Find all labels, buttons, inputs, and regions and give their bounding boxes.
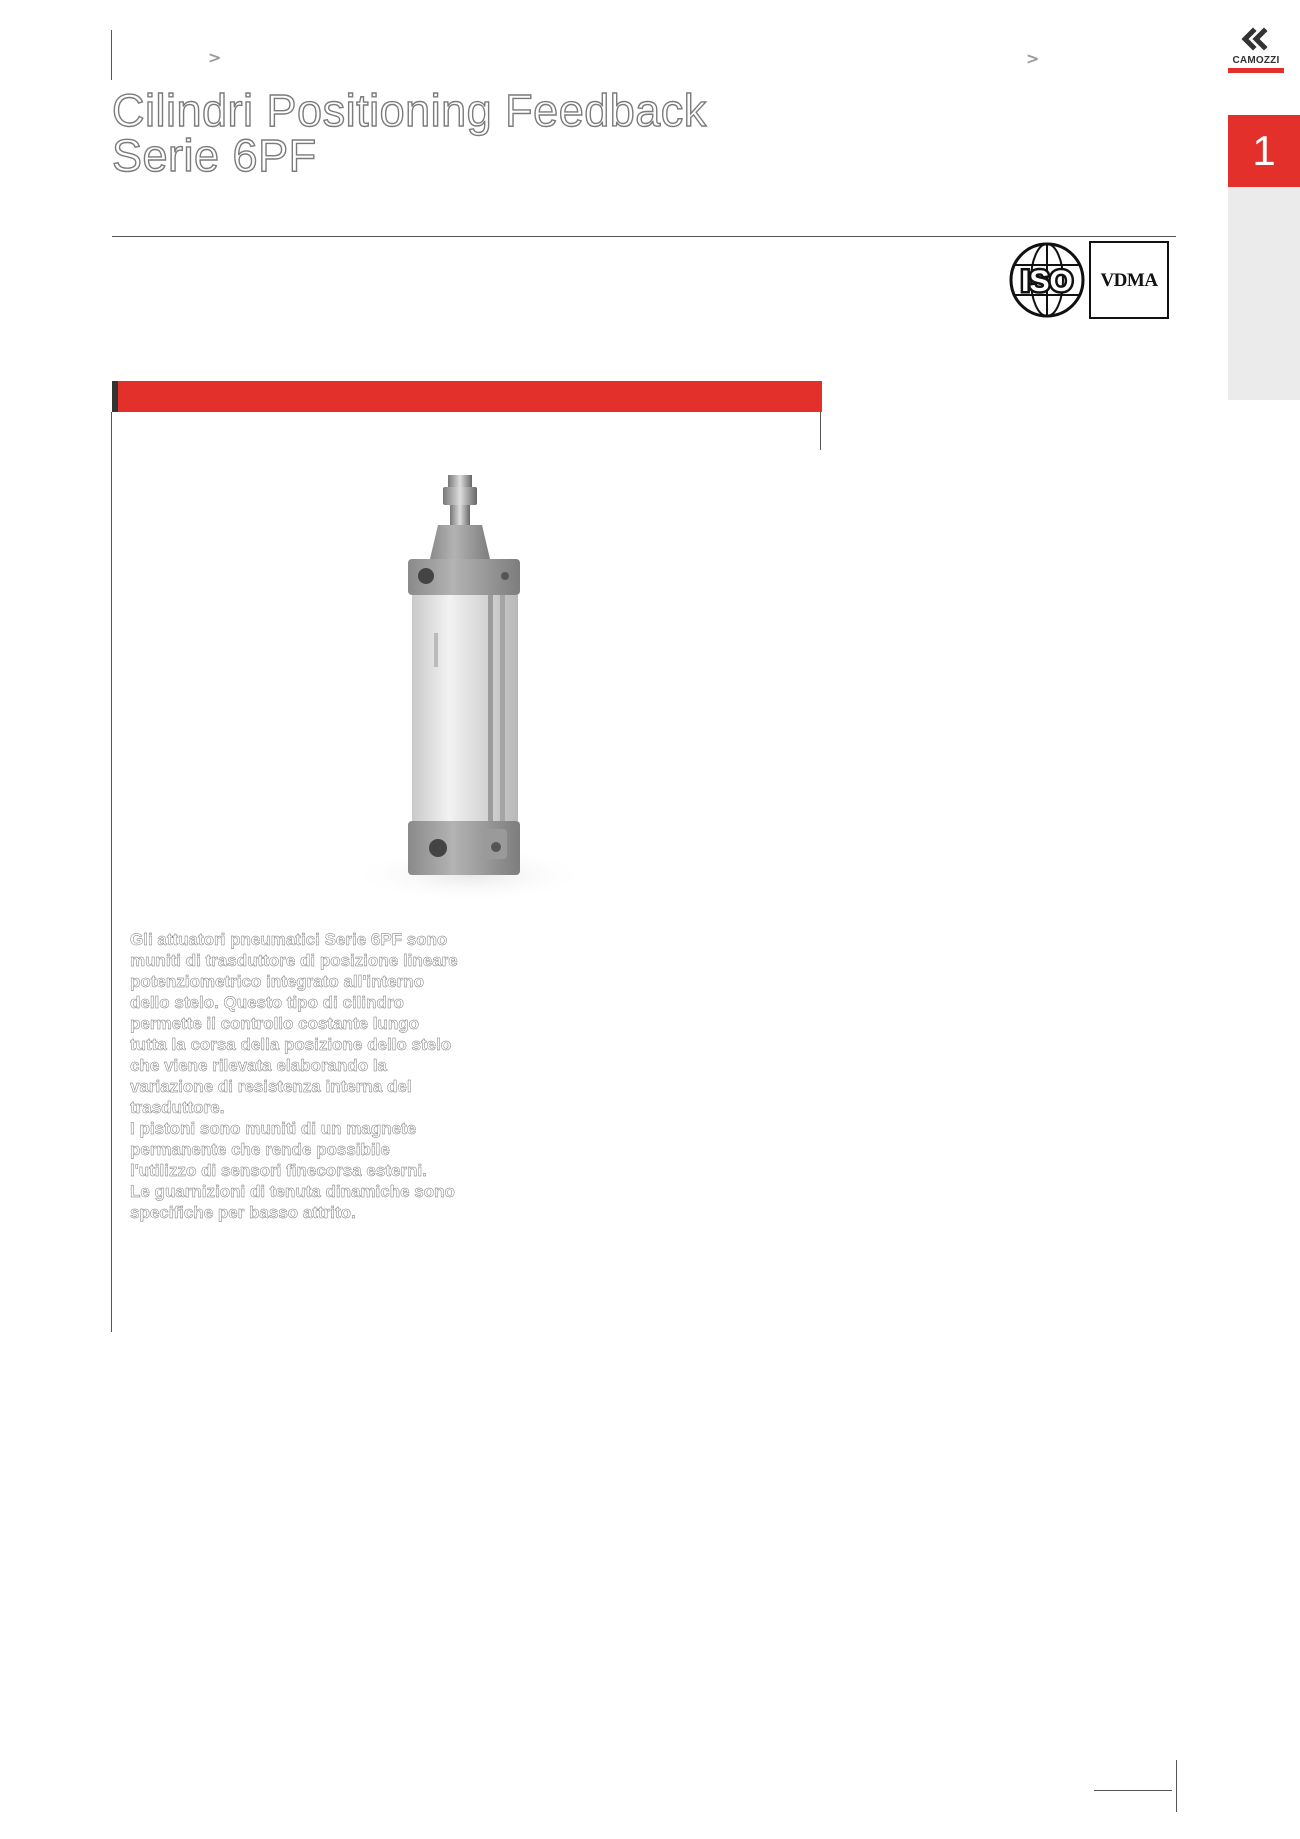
footer-divider [1176, 1760, 1177, 1812]
vdma-badge-text: VDMA [1100, 270, 1158, 291]
iso-badge-text: ISO [1021, 265, 1073, 298]
chapter-tab[interactable] [1228, 115, 1300, 400]
camozzi-mark-icon [1226, 26, 1286, 56]
iso-badge [1008, 241, 1086, 319]
description-paragraph-2: I pistoni sono muniti di un magnete permanente che rende possibile l'utilizzo di sensori finecorsa esterni. [130, 1119, 427, 1180]
product-description [130, 929, 460, 1223]
section-box-right-edge [820, 412, 821, 450]
section-header-marker [112, 381, 118, 412]
vdma-badge [1089, 241, 1169, 319]
breadcrumb-separator-left[interactable]: > [208, 48, 222, 67]
description-paragraph-3: Le guarnizioni di tenuta dinamiche sono specifiche per basso attrito. [130, 1182, 455, 1222]
page-title-line2: Serie 6PF [112, 130, 317, 181]
camozzi-logo [1226, 26, 1286, 76]
header-divider [111, 30, 112, 80]
product-image [330, 455, 620, 925]
breadcrumb-separator-right[interactable]: > [1026, 49, 1040, 68]
page-title-line1: Cilindri Positioning Feedback [112, 85, 707, 136]
logo-wordmark: CAMOZZI [1232, 55, 1280, 66]
page-title [112, 85, 707, 181]
logo-underline [1228, 68, 1284, 73]
section-box-left-edge [111, 412, 112, 1332]
pneumatic-cylinder-icon [330, 455, 620, 925]
header-rule [112, 236, 1176, 237]
section-header-bar [112, 381, 822, 412]
description-paragraph-1: Gli attuatori pneumatici Serie 6PF sono muniti di trasduttore di posizione lineare potenziometrico integrato all'interno dello stelo. Questo tipo di cilindro permette il controllo costante lungo tutta la corsa della posizione dello stelo che viene rilevata elaborando la variazione di resistenza interna del trasduttore. [130, 930, 458, 1117]
globe-icon [1008, 241, 1086, 319]
footer-rule [1094, 1790, 1172, 1791]
chapter-number: 1 [1228, 115, 1300, 187]
